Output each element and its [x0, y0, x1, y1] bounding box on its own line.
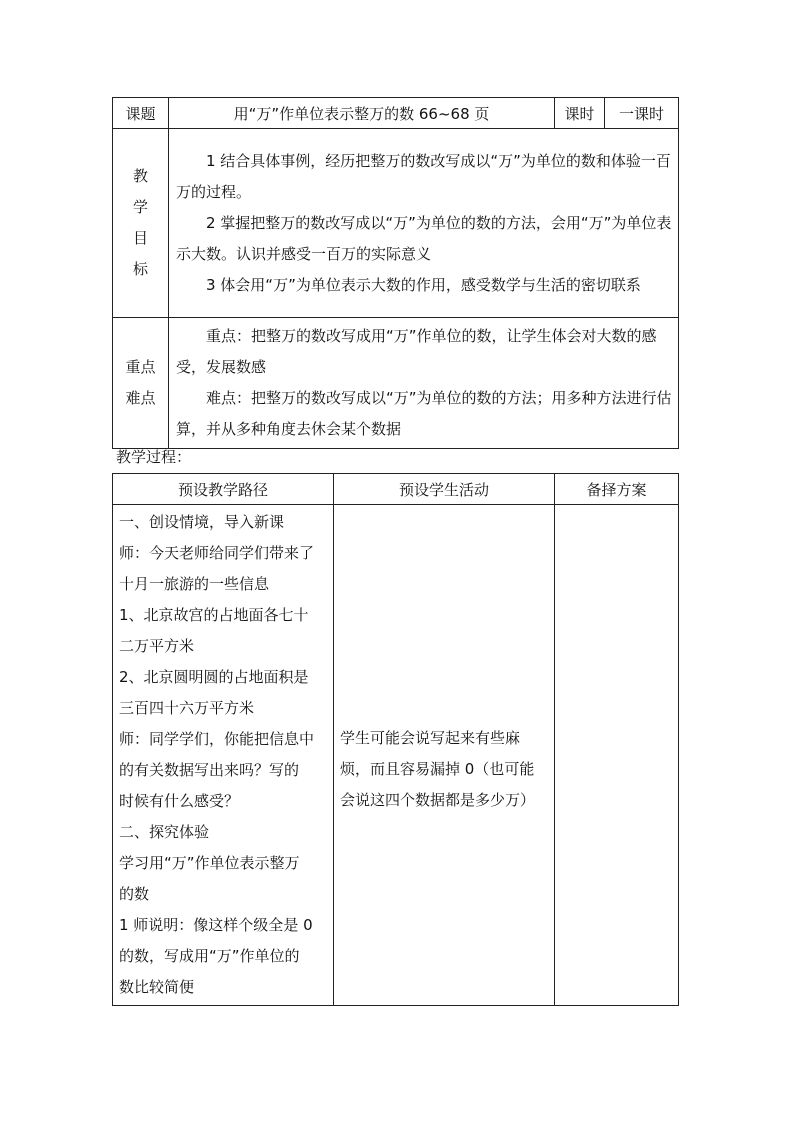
key-points-label-line: 难点	[125, 389, 156, 407]
path-line: 数比较简便	[119, 978, 195, 996]
topic-label: 课题	[113, 98, 169, 129]
path-line: 师：同学学们，你能把信息中	[119, 730, 315, 748]
path-line: 2、北京圆明圆的占地面积是	[119, 668, 309, 686]
key-points-label-line: 重点	[125, 358, 156, 376]
path-line: 的有关数据写出来吗？写的	[119, 761, 300, 779]
path-line: 1、北京故宫的占地面各七十	[119, 606, 309, 624]
topic-row	[113, 98, 679, 129]
column-header: 备择方案	[555, 474, 679, 505]
process-caption: 教学过程：	[116, 448, 192, 466]
objective-item: 2 掌握把整万的数改写成以“万”为单位的数的方法，会用“万”为单位表示大数。认识并感受一百万的实际意义	[176, 213, 672, 263]
path-line: 二、探究体验	[119, 823, 210, 841]
path-line: 时候有什么感受？	[119, 792, 240, 810]
objectives-label-char: 标	[132, 260, 148, 278]
period-label: 课时	[555, 98, 605, 129]
objectives-label-char: 教	[132, 167, 148, 185]
path-line: 二万平方米	[119, 637, 195, 655]
activity-line: 烦，而且容易漏掉 0（也可能	[340, 760, 535, 778]
objectives-row	[113, 129, 679, 318]
teaching-path-cell	[113, 505, 334, 1006]
path-line: 1 师说明：像这样个级全是 0	[119, 916, 313, 934]
objective-item: 3 体会用“万”为单位表示大数的作用，感受数学与生活的密切联系	[206, 275, 641, 294]
topic-title: 用“万”作单位表示整万的数 66~68 页	[169, 98, 555, 129]
process-body-row	[113, 505, 679, 1006]
alternative-plan-cell	[555, 505, 679, 1006]
path-line: 的数	[119, 885, 150, 903]
teaching-process-table	[112, 473, 679, 1006]
student-activity-cell	[334, 505, 555, 1006]
key-point-item: 重点：把整万的数改写成用“万”作单位的数，让学生体会对大数的感受，发展数感	[176, 327, 657, 376]
objective-item: 1 结合具体事例，经历把整万的数改写成以“万”为单位的数和体验一百万的过程。	[176, 151, 671, 201]
activity-line: 会说这四个数据都是多少万）	[340, 791, 536, 809]
path-line: 一、创设情境，导入新课	[119, 513, 285, 531]
lesson-info-table	[112, 97, 679, 449]
path-line: 学习用“万”作单位表示整万	[119, 854, 300, 872]
path-line: 师：今天老师给同学们带来了	[119, 544, 315, 562]
path-line: 三百四十六万平方米	[119, 699, 255, 717]
column-header: 预设学生活动	[334, 474, 555, 505]
process-header-row	[113, 474, 679, 505]
column-header: 预设教学路径	[113, 474, 334, 505]
objectives-label	[113, 129, 169, 318]
key-points-row	[113, 318, 679, 449]
path-line: 十月一旅游的一些信息	[119, 575, 270, 593]
objectives-label-char: 学	[132, 198, 148, 216]
key-points-content	[169, 318, 679, 449]
path-line: 的数，写成用“万”作单位的	[119, 947, 300, 965]
period-value: 一课时	[605, 98, 679, 129]
key-points-label	[113, 318, 169, 449]
difficult-point-item: 难点：把整万的数改写成以“万”为单位的数的方法；用多种方法进行估算，并从多种角度去休会某个数据	[176, 389, 672, 438]
objectives-label-char: 目	[132, 229, 148, 247]
objectives-content	[169, 129, 679, 318]
activity-line: 学生可能会说写起来有些麻	[340, 729, 521, 747]
